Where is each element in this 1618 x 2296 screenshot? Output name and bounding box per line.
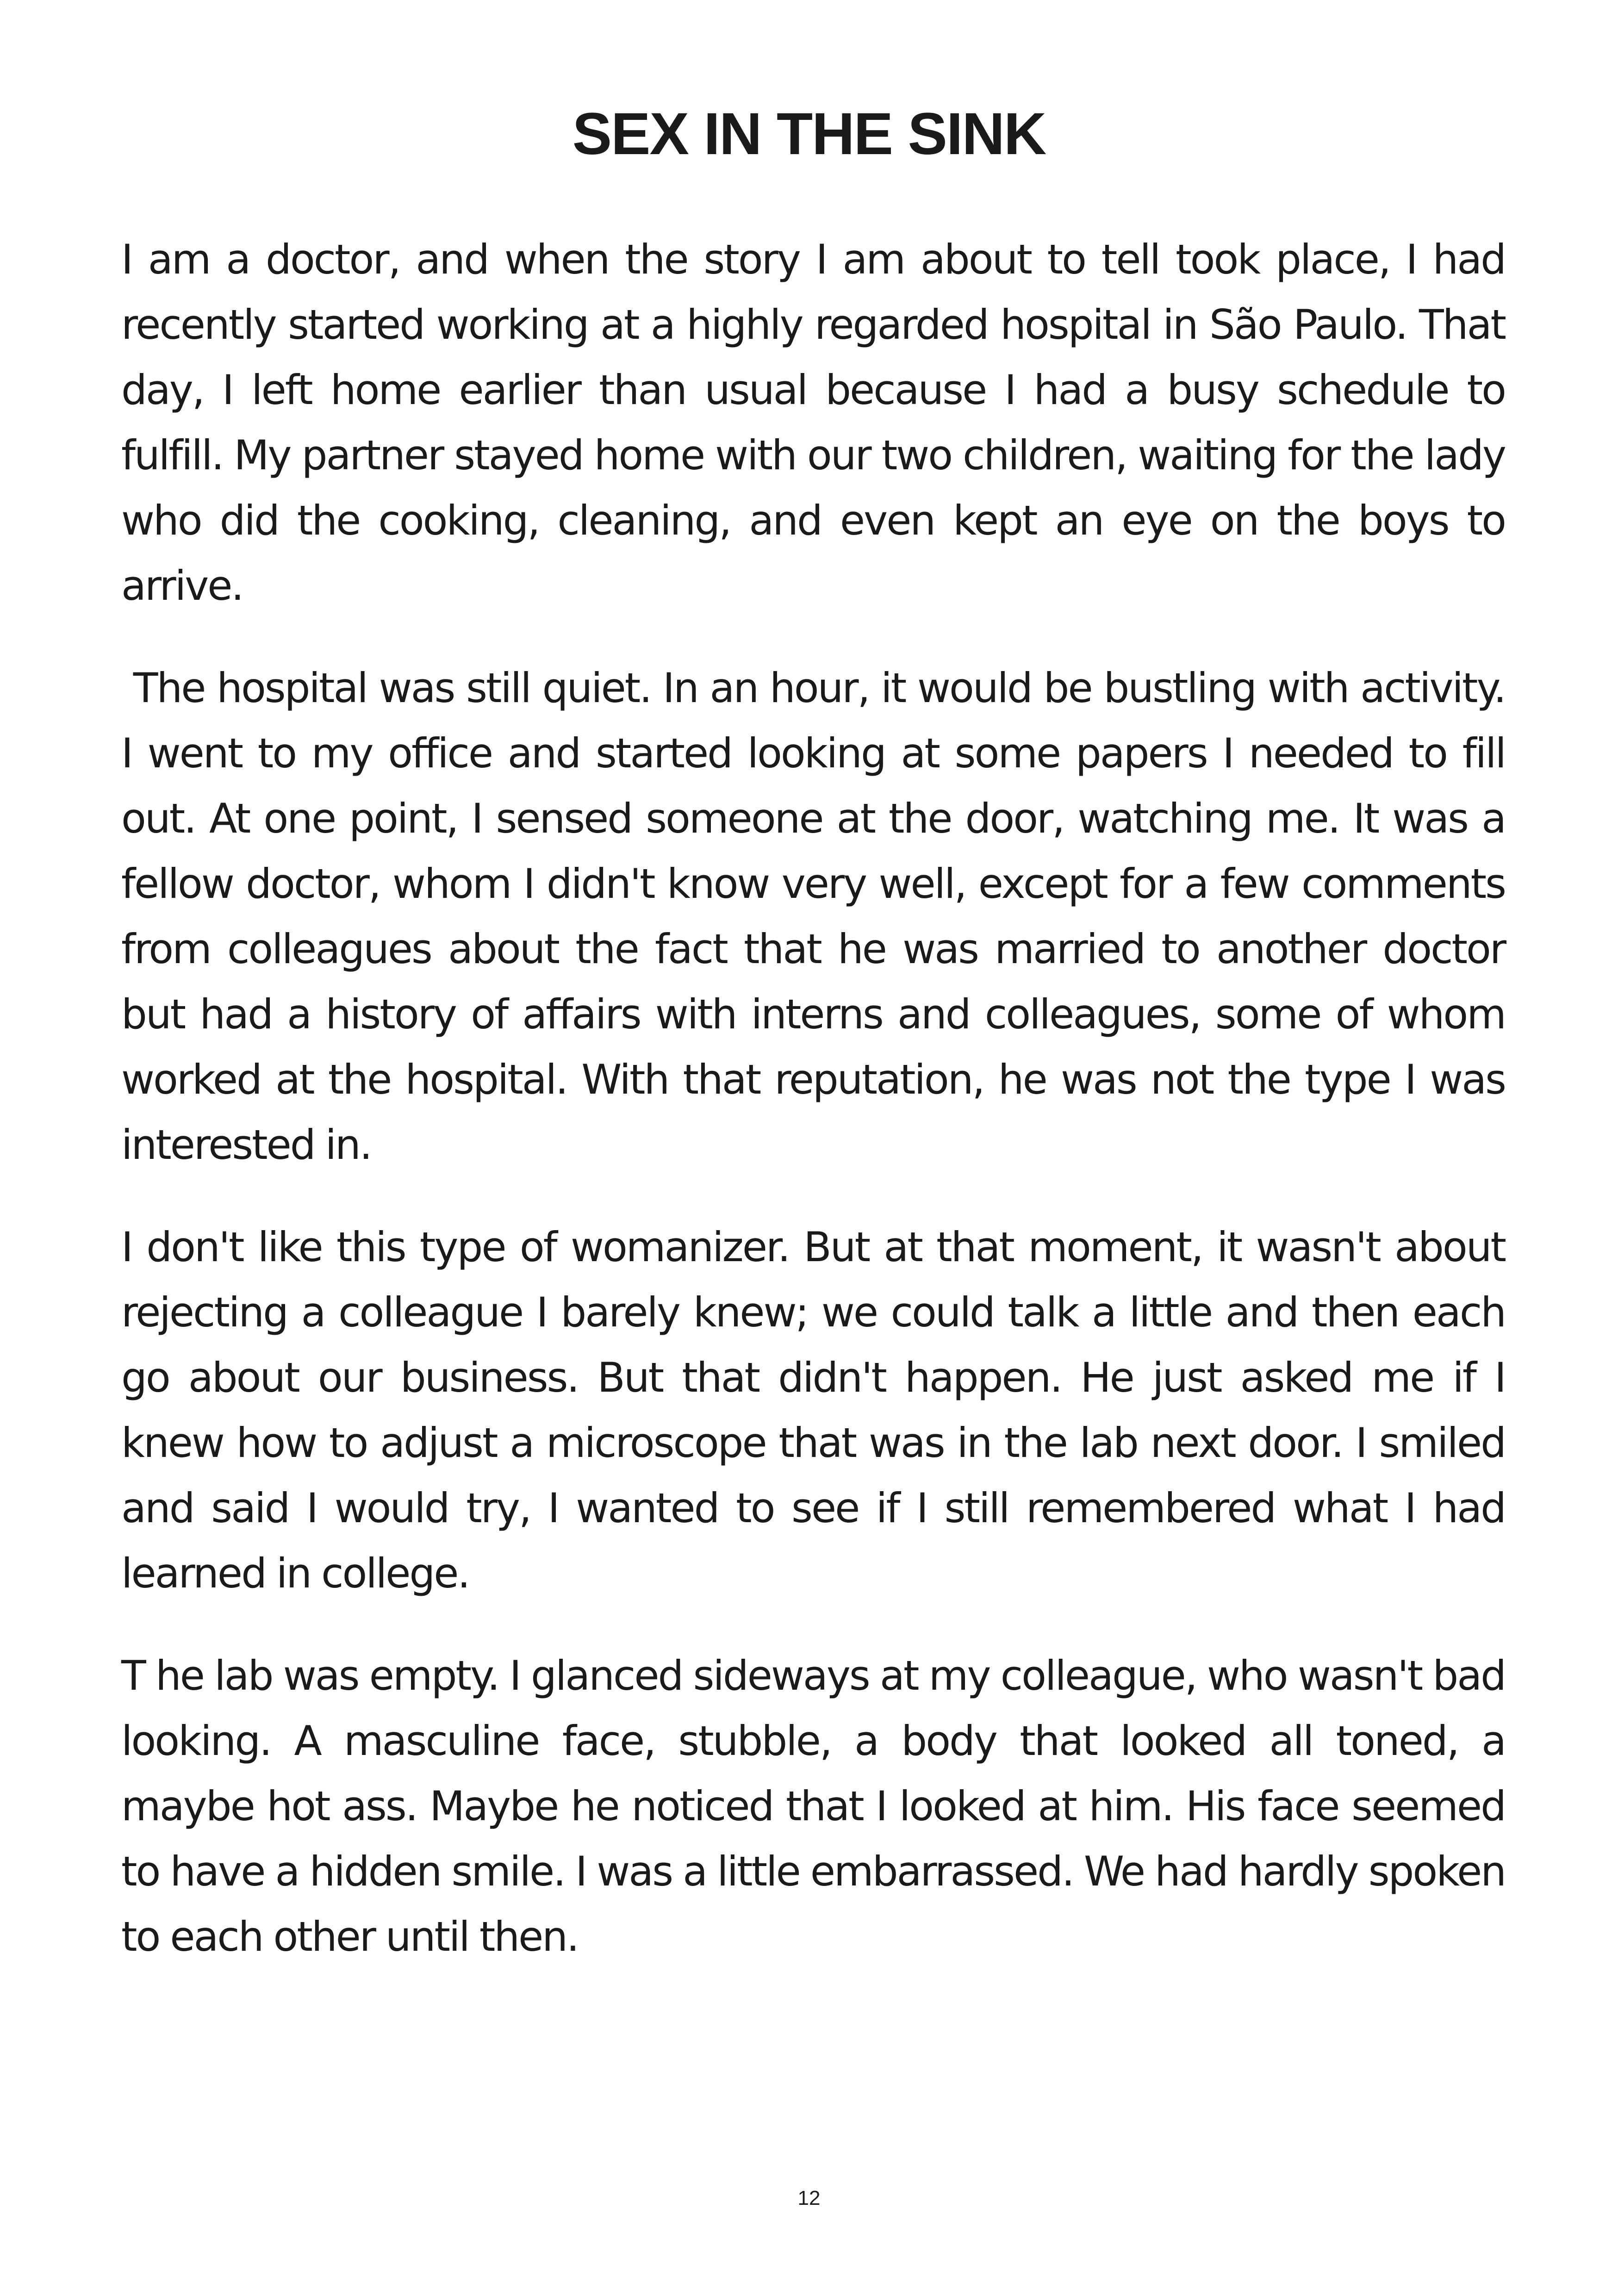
paragraph-1: I am a doctor, and when the story I am about to tell took place, I had recently started working at a highly regarded hospital in São Paulo. That day, I left home earlier than usual because I had a busy schedule to fulfill. My partner stayed home with our two children, waiting for the lady who did the cooking, cleaning, and even kept an eye on the boys to arrive. <box>121 236 1505 610</box>
paragraph-2: The hospital was still quiet. In an hour, it would be bustling with activity. I went to my office and started looking at some papers I needed to fill out. At one point, I sensed someone at the door, watching me. It was a fellow doctor, whom I didn't know very well, except for a few comments from colleagues about the fact that he was married to another doctor but had a history of affairs with interns and colleagues, some of whom worked at the hospital. With that reputation, he was not the type I was interested in. <box>121 664 1516 1169</box>
paragraph-3: I don't like this type of womanizer. But at that moment, it wasn't about rejecting a colleague I barely knew; we could talk a little and then each go about our business. But that didn't happen. He just asked me if I knew how to adjust a microscope that was in the lab next door. I smiled and said I would try, I wanted to see if I still remembered what I had learned in college. <box>121 1223 1505 1597</box>
page-title: SEX IN THE SINK <box>572 101 1046 167</box>
page-number: 12 <box>797 2187 821 2209</box>
paragraph-4: T he lab was empty. I glanced sideways at my colleague, who wasn't bad looking. A masculine face, stubble, a body that looked all toned, a maybe hot ass. Maybe he noticed that I looked at him. His face seemed to have a hidden smile. I was a little embarrassed. We had hardly spoken to each other until then. <box>121 1652 1505 1960</box>
body-text <box>121 227 1516 2006</box>
